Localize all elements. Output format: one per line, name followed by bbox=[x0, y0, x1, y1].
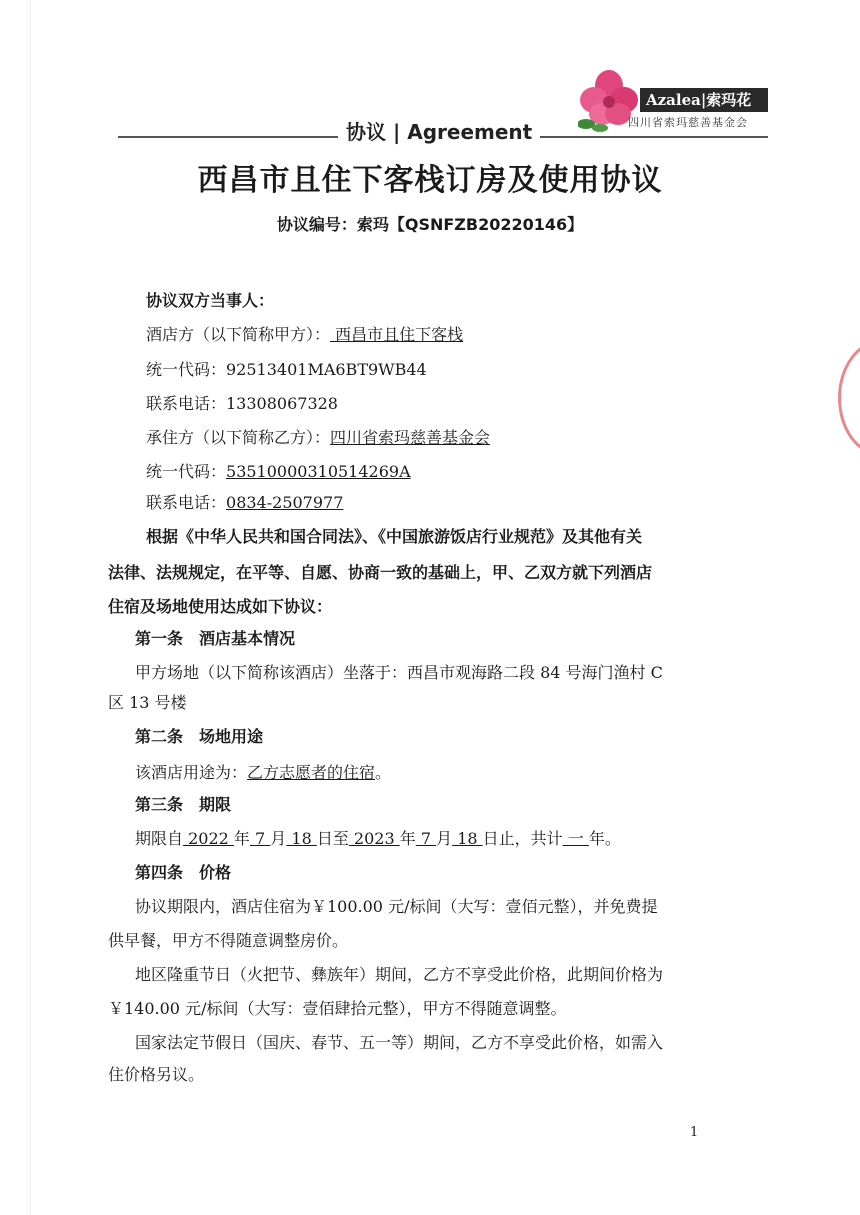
preamble-line: 法律、法规规定，在平等、自愿、协商一致的基础上，甲、乙双方就下列酒店 bbox=[108, 563, 653, 582]
guest-phone: 联系电话：0834-2507977 bbox=[146, 493, 344, 512]
preamble-line: 根据《中华人民共和国合同法》、《中国旅游饭店行业规范》及其他有关 bbox=[146, 527, 643, 546]
article-1-text: 甲方场地（以下简称该酒店）坐落于：西昌市观海路二段 84 号海门渔村 C bbox=[135, 663, 663, 682]
guest-code: 统一代码：53510000310514269A bbox=[146, 462, 411, 481]
guest-name: 四川省索玛慈善基金会 bbox=[330, 428, 491, 447]
article-4-text: 供早餐，甲方不得随意调整房价。 bbox=[108, 931, 349, 950]
article-4-heading: 第四条 价格 bbox=[135, 863, 232, 882]
article-4-text: 国家法定节假日（国庆、春节、五一等）期间，乙方不享受此价格，如需入 bbox=[135, 1033, 664, 1052]
hotel-name: 西昌市且住下客栈 bbox=[330, 325, 464, 344]
header-tab: 协议 | Agreement bbox=[338, 118, 540, 146]
article-2-text: 该酒店用途为：乙方志愿者的住宿。 bbox=[135, 763, 392, 782]
logo-org: 四川省索玛慈善基金会 bbox=[628, 116, 748, 129]
hotel-code: 统一代码：92513401MA6BT9WB44 bbox=[146, 360, 427, 379]
logo-brand: Azalea|索玛花 bbox=[640, 88, 768, 112]
red-seal-edge bbox=[838, 340, 860, 456]
article-4-text: 地区隆重节日（火把节、彝族年）期间，乙方不享受此价格，此期间价格为 bbox=[135, 965, 664, 984]
parties-heading: 协议双方当事人： bbox=[146, 291, 275, 310]
article-1-text: 区 13 号楼 bbox=[108, 693, 187, 712]
term-line: 期限自 2022 年 7 月 18 日至 2023 年 7 月 18 日止，共计 一 年。 bbox=[135, 829, 621, 848]
page-title: 西昌市且住下客栈订房及使用协议 bbox=[197, 163, 663, 198]
preamble-line: 住宿及场地使用达成如下协议： bbox=[108, 597, 333, 616]
guest-party: 承住方（以下简称乙方）：四川省索玛慈善基金会 bbox=[146, 428, 491, 447]
article-3-heading: 第三条 期限 bbox=[135, 795, 232, 814]
article-4-text: ￥140.00 元/标间（大写：壹佰肆拾元整），甲方不得随意调整。 bbox=[108, 999, 567, 1018]
article-2-heading: 第二条 场地用途 bbox=[135, 727, 264, 746]
article-4-text: 住价格另议。 bbox=[108, 1065, 205, 1084]
hotel-party: 酒店方（以下简称甲方）： 西昌市且住下客栈 bbox=[146, 325, 464, 344]
agreement-number: 协议编号：索玛【QSNFZB20220146】 bbox=[276, 215, 584, 234]
article-4-text: 协议期限内，酒店住宿为￥100.00 元/标间（大写：壹佰元整），并免费提 bbox=[135, 897, 658, 916]
article-1-heading: 第一条 酒店基本情况 bbox=[135, 629, 296, 648]
page-number: 1 bbox=[690, 1125, 699, 1140]
hotel-phone: 联系电话：13308067328 bbox=[146, 394, 338, 413]
